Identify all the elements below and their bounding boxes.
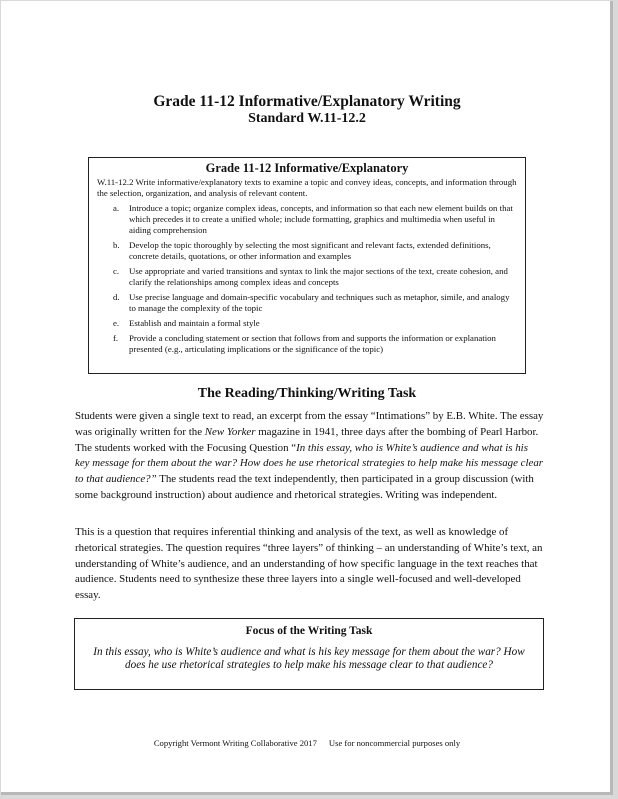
footer-license: Use for noncommercial purposes only: [328, 738, 461, 748]
task-heading: The Reading/Thinking/Writing Task: [197, 386, 417, 401]
list-item-text: Develop the topic thoroughly by selecting the most significant and relevant facts, extended definitions, concrete details, quotations, or other information and examples: [129, 240, 491, 261]
list-item-text: Use appropriate and varied transitions and syntax to link the major sections of the text, create cohesion, and clarify the relationships among complex ideas and concepts: [129, 266, 508, 287]
list-item-text: Use precise language and domain-specific vocabulary and techniques such as metaphor, simile, and analogy to manage the complexity of the topic: [129, 292, 510, 313]
list-item-text: Introduce a topic; organize complex ideas, concepts, and information so that each new element builds on that which precedes it to create a unified whole; include formatting, graphics and multimedia when useful in aiding comprehension: [129, 203, 513, 235]
footer: [1, 738, 613, 748]
standard-list: [97, 203, 517, 355]
list-item-letter: a.: [113, 203, 120, 213]
task-p1-text-e: The students read the text independently, then participated in a group discussion (with some background instruction) about audience and rhetorical strategies. Writing was independent.: [75, 473, 534, 501]
list-item: [97, 240, 517, 262]
task-p1-focusing-question: In this essay, who is White’s audience and what is his key message for them about the war? How does he use rhetorical strategies to help make his message clear to that audience?”: [75, 441, 544, 486]
task-p1-text-a: Students were given a single text to read, an excerpt from the essay “Intimations” by E.B. White. The essay was originally written for the: [75, 410, 544, 438]
list-item-text: Provide a concluding statement or section that follows from and supports the information or explanation presented (e.g., articulating implications or the significance of the topic): [129, 333, 496, 354]
list-item: [97, 203, 517, 236]
standard-box-title: Grade 11-12 Informative/Explanatory: [205, 161, 409, 175]
list-item-text: Establish and maintain a formal style: [129, 318, 260, 328]
list-item: [97, 292, 517, 314]
list-item-letter: f.: [113, 333, 119, 343]
task-paragraph-1: [75, 409, 545, 504]
list-item-letter: e.: [113, 318, 120, 328]
task-p1-text-c: magazine in 1941, three days after the bombing of Pearl Harbor. The students worked with the Focusing Question “: [75, 425, 539, 454]
footer-copyright: Copyright Vermont Writing Collaborative 2017: [153, 738, 317, 748]
focus-question: In this essay, who is White’s audience and what is his key message for them about the war? How does he use rhetorical strategies to help make his message clear to that audience?: [93, 646, 525, 671]
standard-intro: W.11-12.2 Write informative/explanatory texts to examine a topic and convey ideas, concepts, and information through the selection, organization, and analysis of relevant content.: [97, 177, 517, 198]
page-title: Grade 11-12 Informative/Explanatory Writing: [153, 93, 461, 110]
task-paragraph-2: This is a question that requires inferential thinking and analysis of the text, as well as knowledge of rhetorical strategies. The question requires “three layers” of thinking – an understanding of White’s text, an understanding of White’s audience, and an understanding of how specific language in the text reaches that audience. Students need to synthesize these three layers into a single well-focused and well-developed essay.: [75, 526, 543, 602]
list-item-letter: b.: [113, 240, 120, 250]
page-subtitle: Standard W.11-12.2: [248, 111, 366, 126]
list-item-letter: d.: [113, 292, 120, 302]
task-p1-publication: New Yorker: [204, 425, 256, 438]
list-item: [97, 266, 517, 288]
focus-box: [74, 618, 544, 690]
list-item-letter: c.: [113, 266, 120, 276]
document-page: [1, 1, 613, 795]
list-item: [97, 318, 517, 329]
standard-box: [88, 157, 526, 374]
focus-box-title: Focus of the Writing Task: [245, 625, 373, 637]
list-item: [97, 333, 517, 355]
